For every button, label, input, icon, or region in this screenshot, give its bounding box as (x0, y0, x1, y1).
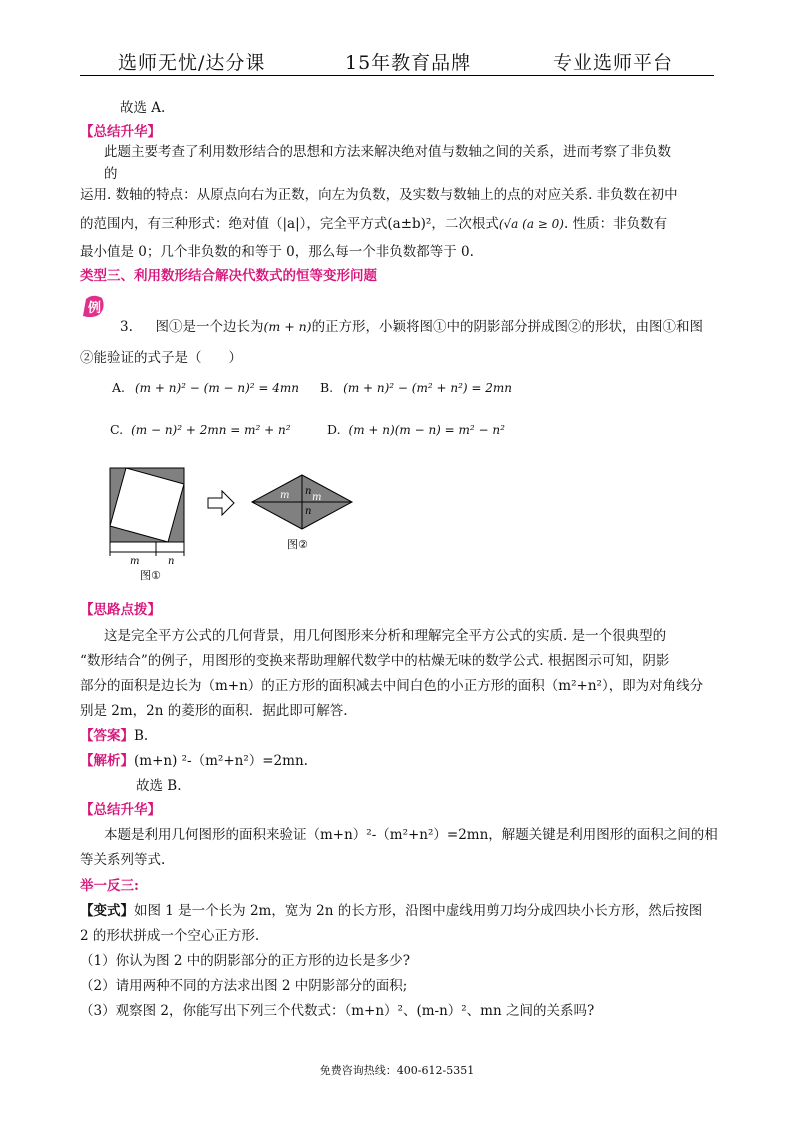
variant-line1: 如图 1 是一个长为 2m，宽为 2n 的长方形，沿图中虚线用剪刀均分成四块小长方形，然后按图 (134, 903, 703, 919)
summary1-heading: 【总结升华】 (80, 124, 161, 140)
stem1a: 图①是一个边长为 (155, 319, 264, 335)
variant-q3: （3）观察图 2，你能写出下列三个代数式：（m+n）²、(m-n）²、mn 之间的关系吗? (80, 1003, 595, 1019)
option-a-label: A. (112, 380, 126, 395)
summary2-line2: 等关系列等式. (80, 852, 166, 868)
summary1-line3b: . 性质：非负数有 (563, 216, 668, 232)
question-stem-line1 (120, 315, 703, 335)
footer-hotline: 免费咨询热线：400-612-5351 (319, 1064, 475, 1077)
fig1-label-n: n (168, 556, 175, 567)
summary1-line4: 最小值是 0；几个非负数的和等于 0，那么每一个非负数都等于 0. (80, 244, 474, 260)
option-d-label: D. (327, 422, 341, 437)
summary1-line2: 运用. 数轴的特点：从原点向右为正数，向左为负数，及实数与数轴上的点的对应关系. 非负数在初中 (80, 187, 678, 203)
option-c[interactable] (110, 422, 291, 437)
option-c-label: C. (110, 422, 124, 437)
arrow-icon (208, 491, 234, 515)
stem1b: 的正方形，小颖将图①中的阴影部分拼成图②的形状，由图①和图 (311, 319, 704, 335)
header-divider (80, 75, 714, 76)
option-c-expr: (m − n)² + 2mn = m² + n² (131, 423, 291, 437)
question-number: 3. (120, 319, 133, 335)
summary1-line1b: 的 (104, 166, 118, 182)
analysis-heading: 【解析】 (80, 753, 134, 769)
option-a[interactable] (112, 380, 299, 395)
hint-line2: “数形结合”的例子，用图形的变换来帮助理解代数学中的枯燥无味的数学公式. 根据图示可知，阴影 (80, 653, 670, 669)
answer-value: B. (134, 728, 149, 744)
analysis-line1: (m+n) ²-（m²+n²）=2mn. (134, 753, 308, 769)
fig2-label-n2: n (305, 506, 312, 517)
hint-line4: 别是 2m，2n 的菱形的面积．据此即可解答. (80, 703, 348, 719)
hint-line3: 部分的面积是边长为（m+n）的正方形的面积减去中间白色的小正方形的面积（m²+n²），即为对角线分 (80, 678, 704, 694)
fig2-label-n1: n (305, 486, 312, 497)
example-badge (80, 293, 106, 319)
section-title: 类型三、利用数形结合解决代数式的恒等变形问题 (80, 268, 377, 284)
summary2-line1: 本题是利用几何图形的面积来验证（m+n）²-（m²+n²）=2mn，解题关键是利用图形的面积之间的相 (104, 827, 718, 843)
summary1-line1: 此题主要考查了利用数形结合的思想和方法来解决绝对值与数轴之间的关系，进而考察了非负数 (104, 144, 671, 160)
summary1-line3a: 的范围内，有三种形式：绝对值（|a|），完全平方式(a±b)²，二次根式 (80, 216, 499, 232)
figure-illustration (100, 458, 370, 590)
option-b-expr: (m + n)² − (m² + n²) = 2mn (343, 381, 513, 395)
stem1-math: (m + n) (263, 319, 312, 334)
summary2-heading: 【总结升华】 (80, 802, 161, 818)
option-b-label: B. (320, 380, 334, 395)
figure-2 (252, 475, 352, 551)
option-d-expr: (m + n)(m − n) = m² − n² (348, 423, 505, 437)
summary1-line3-math: (√a (a ≥ 0) (498, 217, 564, 231)
header-center: 15年教育品牌 (345, 52, 472, 74)
option-b[interactable] (320, 380, 512, 395)
analysis-line2: 故选 B. (136, 778, 182, 794)
answer-row (80, 724, 148, 744)
header-left: 选师无忧/达分课 (118, 52, 266, 74)
variant-line2: 2 的形状拼成一个空心正方形. (80, 928, 260, 944)
header-right: 专业选师平台 (553, 52, 674, 74)
option-a-expr: (m + n)² − (m − n)² = 4mn (135, 381, 300, 395)
option-d[interactable] (327, 422, 505, 437)
figure-1 (110, 468, 184, 582)
variant-heading: 举一反三: (80, 878, 139, 894)
variant-tag: 【变式】 (80, 903, 134, 919)
analysis-row (80, 749, 308, 769)
hint-line1: 这是完全平方公式的几何背景，用几何图形来分析和理解完全平方公式的实质. 是一个很典型的 (104, 628, 667, 644)
answer-heading: 【答案】 (80, 728, 134, 744)
example-badge-icon (80, 293, 106, 319)
example-badge-label: 例 (88, 301, 102, 316)
variant-q1: （1）你认为图 2 中的阴影部分的正方形的边长是多少? (80, 953, 410, 969)
variant-line1-row (80, 899, 702, 919)
variant-q2: （2）请用两种不同的方法求出图 2 中阴影部分的面积; (80, 978, 408, 994)
summary1-line3 (80, 212, 667, 232)
question-stem-line2: ②能验证的式子是（ ） (80, 350, 242, 366)
hint-heading: 【思路点拨】 (80, 602, 161, 618)
fig2-label-m1: m (280, 490, 290, 501)
fig1-caption: 图① (140, 569, 161, 582)
chosen-a-text: 故选 A. (120, 100, 166, 116)
fig2-caption: 图② (287, 538, 308, 551)
fig2-label-m2: m (312, 492, 322, 503)
fig1-label-m: m (130, 556, 140, 567)
